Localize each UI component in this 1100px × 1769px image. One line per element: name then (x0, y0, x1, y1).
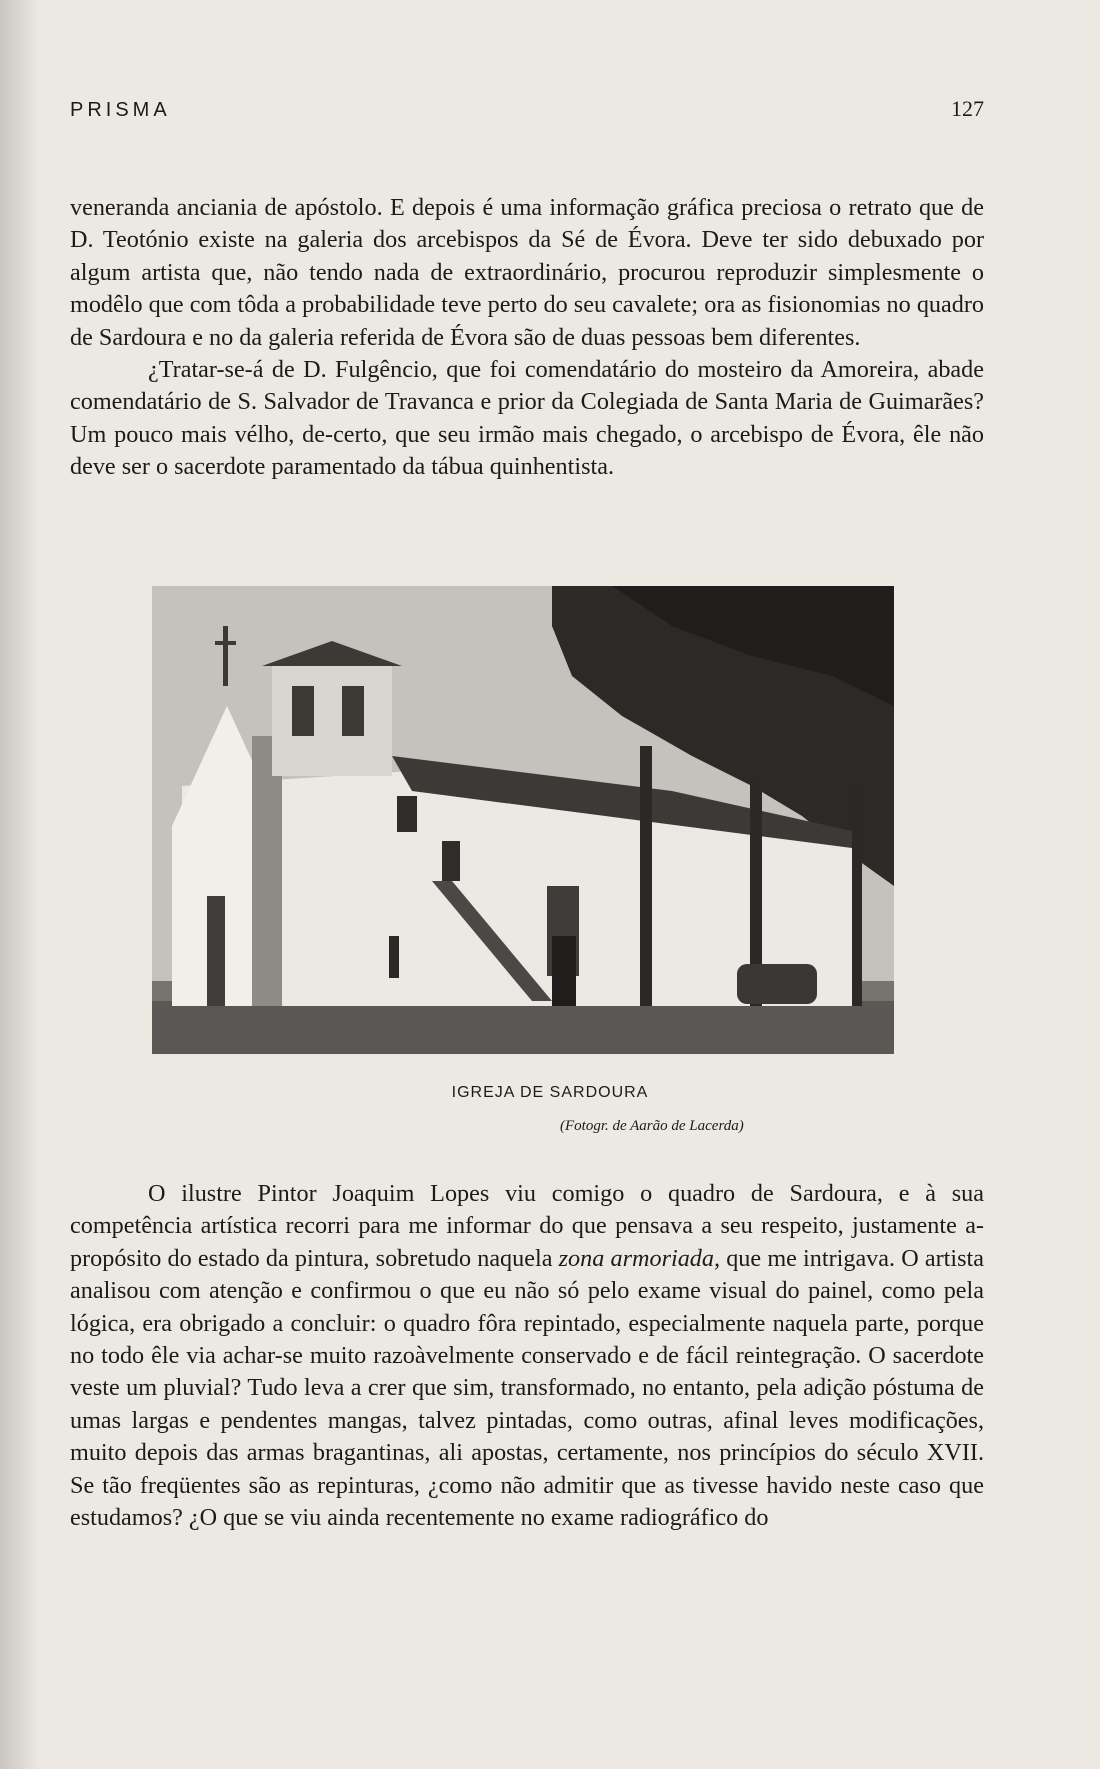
page-header (70, 96, 984, 122)
paragraph-part: O ilustre Pintor Joaquim Lopes viu comigo o quadro de Sardoura, e à sua competência artística recorri para me informar do que pensava a seu respeito, justamente a-propósito do estado da pintura, sobretudo naquela (70, 1180, 984, 1272)
italic-phrase: zona armoriada, (558, 1244, 721, 1272)
photo-credit: (Fotogr. de Aarão de Lacerda) (560, 1118, 744, 1134)
text-block-bottom (70, 1178, 984, 1534)
paragraph (70, 1178, 984, 1534)
page-number: 127 (951, 96, 984, 121)
paragraph: veneranda anciania de apóstolo. E depois é uma informação gráfica preciosa o retrato que de D. Teotónio existe na galeria dos arcebispos da Sé de Évora. Deve ter sido debuxado por algum artista que, não tendo nada de extraordinário, procurou reproduzir simplesmente o modêlo que com tôda a probabilidade teve perto do seu cavalete; ora as fisionomias no quadro de Sardoura e no da galeria referida de Évora são de duas pessoas bem diferentes. (70, 194, 984, 351)
paragraph-part: que me intrigava. O artista analisou com atenção e confirmou o que eu não só pelo exame visual do painel, como pela lógica, era obrigado a concluir: o quadro fôra repintado, especialmente naquela parte, porque no todo êle via achar-se muito razoàvelmente conservado e de fácil reintegração. O sacerdote veste um pluvial? Tudo leva a crer que sim, transformado, no entanto, pela adição póstuma de umas largas e pendentes mangas, talvez pintadas, como outras, afinal leves modificações, muito depois das armas bragantinas, ali apostas, certamente, nos princípios do século XVII. Se tão freqüentes são as repinturas, ¿como não admitir que as tivesse havido neste caso que estudamos? ¿O que se viu ainda recentemente no exame radiográfico do (70, 1244, 984, 1532)
church-photo-illustration (152, 586, 894, 1054)
page-edge-shadow (0, 0, 40, 1769)
text-block-top (70, 192, 984, 484)
church-photograph (152, 586, 894, 1054)
paragraph: ¿Tratar-se-á de D. Fulgêncio, que foi comendatário do mosteiro da Amoreira, abade comendatário de S. Salvador de Travanca e prior da Colegiada de Santa Maria de Guimarães? Um pouco mais vélho, de-certo, que seu irmão mais chegado, o arcebispo de Évora, êle não deve ser o sacerdote paramentado da tábua quinhentista. (70, 356, 984, 481)
figure-caption: IGREJA DE SARDOURA (451, 1084, 649, 1101)
running-title: PRISMA (70, 99, 171, 121)
